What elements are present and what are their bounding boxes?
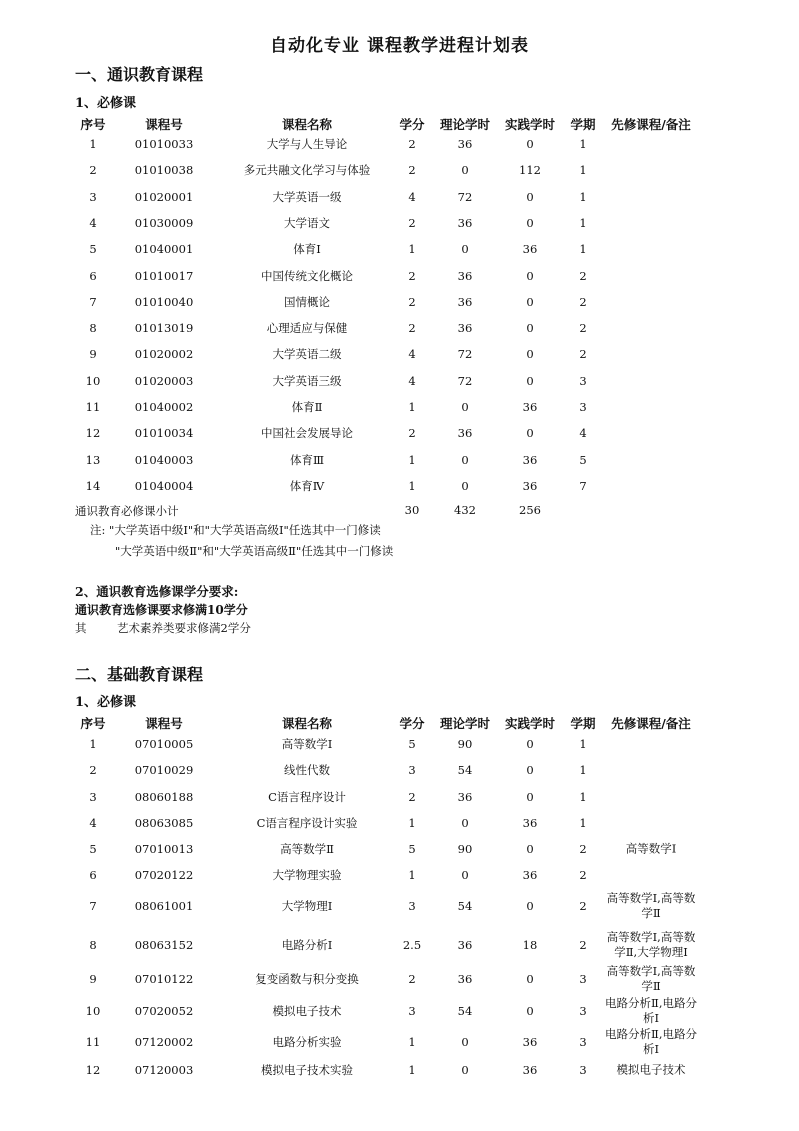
cell-theory: 72 [457,189,473,204]
cell-code: 07010005 [134,737,194,751]
cell-credit: 1 [408,478,416,493]
cell-credit: 4 [408,189,416,204]
cell-code: 01040004 [134,478,194,493]
cell-term: 1 [579,816,587,830]
cell-practice: 0 [526,426,534,441]
cell-term: 2 [579,868,587,882]
cell-no: 10 [85,373,101,388]
cell-code: 01010040 [134,294,194,309]
cell-term: 2 [579,321,587,336]
cell-no: 14 [85,478,101,493]
cell-practice: 0 [526,972,534,986]
cell-term: 1 [579,163,587,178]
cell-practice: 112 [519,163,541,178]
cell-note: 电路分析Ⅱ,电路分析Ⅰ [605,1027,697,1056]
cell-code: 07120003 [134,1063,194,1077]
cell-credit: 1 [408,242,416,257]
column-header: 学期 [570,716,596,731]
cell-name: 模拟电子技术实验 [261,1063,353,1077]
cell-no: 12 [85,426,101,441]
cell-credit: 2 [408,268,416,283]
table-row [0,757,799,783]
column-header: 序号 [80,117,106,132]
cell-theory: 0 [461,242,469,257]
cell-theory: 0 [461,1035,469,1049]
cell-practice: 0 [526,373,534,388]
cell-practice: 0 [526,215,534,230]
cell-name: 体育Ⅱ [291,400,323,414]
cell-theory: 0 [461,1063,469,1077]
cell-term: 2 [579,842,587,856]
cell-theory: 90 [457,842,473,856]
cell-no: 2 [89,763,97,777]
cell-term: 1 [579,763,587,777]
cell-code: 01010034 [134,426,194,441]
cell-theory: 72 [457,373,473,388]
cell-name: 模拟电子技术 [272,1004,342,1018]
table-row [0,862,799,888]
cell-code: 08061001 [134,899,194,913]
cell-code: 01020003 [134,373,194,388]
column-header: 实践学时 [504,716,556,731]
cell-credit: 2.5 [402,938,422,952]
cell-practice: 0 [526,294,534,309]
cell-term: 1 [579,790,587,804]
cell-practice: 0 [526,790,534,804]
cell-name: 体育Ⅰ [293,242,321,257]
table-row [0,420,799,446]
table-row [0,184,799,210]
cell-name: 大学物理实验 [272,868,342,882]
cell-term: 3 [579,1035,587,1049]
cell-theory: 0 [461,816,469,830]
cell-code: 07020052 [134,1004,194,1018]
table-row [0,731,799,757]
cell-no: 4 [89,215,97,230]
cell-term: 1 [579,189,587,204]
page-title: 自动化专业 课程教学进程计划表 [270,36,529,56]
cell-credit: 1 [408,452,416,467]
cell-name: 心理适应与保健 [266,321,348,336]
table-row [0,157,799,183]
cell-term: 1 [579,242,587,257]
cell-theory: 0 [461,400,469,414]
table-row [0,888,799,924]
cell-practice: 36 [522,816,538,830]
cell-note: 高等数学Ⅰ [625,841,677,856]
cell-note: 高等数学Ⅰ,高等数学Ⅱ,大学物理Ⅰ [606,930,696,959]
cell-term: 4 [579,426,587,441]
cell-credit: 3 [408,763,416,777]
cell-no: 5 [89,842,97,856]
column-header: 先修课程/备注 [611,117,691,132]
cell-theory: 36 [457,972,473,986]
section1-subtotal-credit: 30 [404,503,420,517]
cell-code: 01010038 [134,163,194,178]
cell-practice: 36 [522,478,538,493]
cell-code: 07120002 [134,1035,194,1049]
cell-name: 大学英语一级 [272,189,342,204]
cell-theory: 36 [457,215,473,230]
cell-credit: 5 [408,737,416,751]
cell-credit: 2 [408,294,416,309]
table-row [0,473,799,499]
cell-credit: 1 [408,868,416,882]
cell-theory: 0 [461,163,469,178]
cell-code: 01013019 [134,321,194,336]
cell-theory: 36 [457,294,473,309]
cell-no: 13 [85,452,101,467]
column-header: 课程名称 [281,716,333,731]
cell-code: 01040001 [134,242,194,257]
cell-note: 模拟电子技术 [616,1062,686,1077]
cell-credit: 4 [408,347,416,362]
cell-no: 3 [89,790,97,804]
cell-practice: 36 [522,400,538,414]
cell-name: 大学英语二级 [272,347,342,362]
cell-theory: 36 [457,321,473,336]
cell-practice: 36 [522,1063,538,1077]
section1-heading: 一、通识教育课程 [75,65,204,84]
table-row [0,962,799,996]
cell-name: 电路分析Ⅰ [281,938,333,952]
cell-credit: 5 [408,842,416,856]
cell-no: 6 [89,868,97,882]
cell-name: 电路分析实验 [272,1035,342,1049]
cell-name: 复变函数与积分变换 [255,972,359,986]
cell-term: 1 [579,137,587,151]
cell-code: 01040003 [134,452,194,467]
section2-heading: 二、基础教育课程 [75,665,204,684]
column-header: 序号 [80,716,106,731]
cell-code: 01010017 [134,268,194,283]
cell-credit: 4 [408,373,416,388]
cell-no: 11 [85,400,101,414]
cell-name: C语言程序设计 [268,790,346,804]
cell-practice: 36 [522,452,538,467]
cell-term: 1 [579,215,587,230]
cell-no: 6 [89,268,97,283]
cell-credit: 2 [408,215,416,230]
cell-credit: 2 [408,163,416,178]
cell-credit: 2 [408,426,416,441]
cell-theory: 90 [457,737,473,751]
cell-practice: 36 [522,1035,538,1049]
cell-credit: 1 [408,1035,416,1049]
cell-term: 3 [579,1004,587,1018]
cell-no: 7 [89,899,97,913]
cell-theory: 54 [457,899,473,913]
table-row [0,210,799,236]
cell-theory: 36 [457,137,473,151]
table-row [0,236,799,262]
cell-credit: 2 [408,321,416,336]
cell-practice: 0 [526,842,534,856]
section1-elective-prefix: 其 [75,621,87,635]
cell-code: 07010122 [134,972,194,986]
cell-name: 体育Ⅳ [289,478,325,493]
cell-no: 2 [89,163,97,178]
cell-practice: 36 [522,242,538,257]
cell-credit: 2 [408,137,416,151]
cell-code: 08063152 [134,938,194,952]
cell-practice: 0 [526,899,534,913]
table-row [0,289,799,315]
section1-subtotal-practice: 256 [519,503,541,517]
cell-no: 4 [89,816,97,830]
section1-subtotal-theory: 432 [454,503,476,517]
cell-term: 3 [579,400,587,414]
section1-required-heading: 1、必修课 [75,96,137,111]
column-header: 课程号 [145,716,183,731]
column-header: 学分 [399,716,425,731]
cell-name: 中国社会发展导论 [261,426,353,441]
cell-no: 1 [89,137,97,151]
cell-practice: 36 [522,868,538,882]
cell-theory: 36 [457,938,473,952]
cell-no: 10 [85,1004,101,1018]
cell-theory: 0 [461,868,469,882]
cell-term: 2 [579,268,587,283]
cell-code: 01020001 [134,189,194,204]
cell-credit: 3 [408,1004,416,1018]
cell-name: 大学语文 [284,215,330,230]
cell-name: 大学物理Ⅰ [281,899,333,913]
cell-no: 9 [89,347,97,362]
column-header: 学期 [570,117,596,132]
cell-theory: 72 [457,347,473,362]
cell-note: 高等数学Ⅰ,高等数学Ⅱ [606,964,696,993]
cell-term: 2 [579,938,587,952]
cell-theory: 0 [461,452,469,467]
cell-practice: 0 [526,763,534,777]
cell-credit: 1 [408,400,416,414]
section1-note-2: "大学英语中级Ⅱ"和"大学英语高级Ⅱ"任选其中一门修读 [115,544,394,558]
cell-code: 07010013 [134,842,194,856]
table-row [0,1057,799,1083]
cell-no: 1 [89,737,97,751]
cell-note: 高等数学Ⅰ,高等数学Ⅱ [606,891,696,920]
cell-name: 体育Ⅲ [289,452,325,467]
cell-no: 3 [89,189,97,204]
table-row [0,1027,799,1057]
column-header: 先修课程/备注 [611,716,691,731]
cell-term: 2 [579,294,587,309]
cell-theory: 36 [457,426,473,441]
cell-code: 01010033 [134,137,194,151]
section2-required-heading: 1、必修课 [75,695,137,710]
cell-code: 01020002 [134,347,194,362]
cell-no: 12 [85,1063,101,1077]
cell-code: 07020122 [134,868,194,882]
cell-term: 7 [579,478,587,493]
cell-code: 08060188 [134,790,194,804]
cell-credit: 1 [408,1063,416,1077]
table-row [0,368,799,394]
cell-no: 11 [85,1035,101,1049]
cell-credit: 2 [408,972,416,986]
cell-theory: 0 [461,478,469,493]
cell-practice: 0 [526,268,534,283]
cell-no: 8 [89,938,97,952]
cell-name: C语言程序设计实验 [256,816,358,830]
table-row [0,810,799,836]
cell-term: 5 [579,452,587,467]
cell-code: 01030009 [134,215,194,230]
section1-elective-heading: 2、通识教育选修课学分要求: [75,584,239,599]
column-header: 课程名称 [281,117,333,132]
table-row [0,447,799,473]
cell-name: 中国传统文化概论 [261,268,353,283]
column-header: 理论学时 [439,716,491,731]
column-header: 课程号 [145,117,183,132]
cell-practice: 0 [526,737,534,751]
table-row [0,996,799,1026]
cell-code: 08063085 [134,816,194,830]
cell-practice: 0 [526,1004,534,1018]
cell-term: 1 [579,737,587,751]
cell-term: 3 [579,373,587,388]
cell-practice: 18 [522,938,538,952]
cell-credit: 2 [408,790,416,804]
cell-no: 5 [89,242,97,257]
column-header: 实践学时 [504,117,556,132]
cell-credit: 1 [408,816,416,830]
cell-term: 3 [579,972,587,986]
cell-practice: 0 [526,189,534,204]
table-row [0,131,799,157]
cell-note: 电路分析Ⅱ,电路分析Ⅰ [605,996,697,1025]
cell-no: 8 [89,321,97,336]
cell-term: 2 [579,899,587,913]
table-row [0,836,799,862]
cell-practice: 0 [526,137,534,151]
cell-theory: 36 [457,268,473,283]
table-row [0,263,799,289]
section1-elective-requirement: 通识教育选修课要求修满10学分 [75,603,248,617]
cell-code: 07010029 [134,763,194,777]
cell-name: 多元共融文化学习与体验 [243,163,371,178]
cell-theory: 54 [457,1004,473,1018]
table-row [0,315,799,341]
section1-note-1: 注: "大学英语中级Ⅰ"和"大学英语高级Ⅰ"任选其中一门修读 [90,523,381,537]
cell-practice: 0 [526,321,534,336]
cell-name: 高等数学Ⅱ [280,842,334,856]
cell-theory: 54 [457,763,473,777]
column-header: 理论学时 [439,117,491,132]
cell-name: 大学与人生导论 [266,137,348,151]
cell-no: 9 [89,972,97,986]
cell-no: 7 [89,294,97,309]
cell-credit: 3 [408,899,416,913]
section1-subtotal-label: 通识教育必修课小计 [75,504,179,518]
cell-code: 01040002 [134,400,194,414]
cell-name: 大学英语三级 [272,373,342,388]
table-row [0,924,799,966]
cell-name: 国情概论 [284,294,330,309]
table-row [0,341,799,367]
table-row [0,394,799,420]
column-header: 学分 [399,117,425,132]
cell-name: 线性代数 [284,763,330,777]
table-row [0,784,799,810]
cell-term: 3 [579,1063,587,1077]
cell-practice: 0 [526,347,534,362]
cell-theory: 36 [457,790,473,804]
cell-term: 2 [579,347,587,362]
cell-name: 高等数学Ⅰ [281,737,333,751]
section1-elective-detail: 艺术素养类要求修满2学分 [117,621,251,635]
